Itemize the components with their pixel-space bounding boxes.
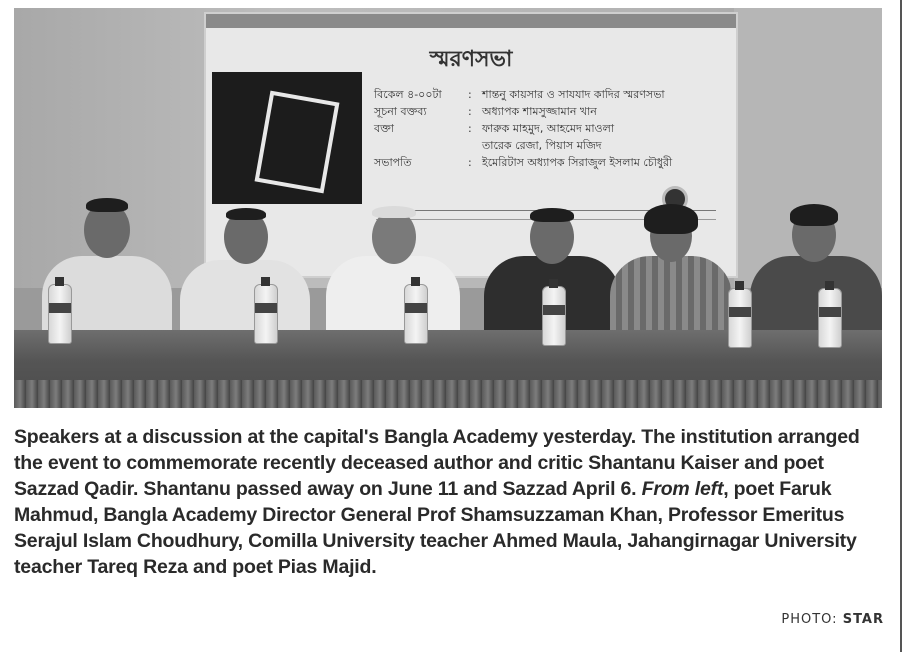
speaker-body	[750, 256, 882, 338]
programme-row	[374, 154, 714, 171]
programme-label: বক্তা	[374, 122, 394, 135]
speaker-hair	[644, 204, 698, 234]
speaker-3	[326, 206, 460, 338]
programme-label: সভাপতি	[374, 156, 412, 169]
water-bottle	[818, 288, 842, 348]
speaker-hair	[226, 208, 266, 220]
speaker-body	[610, 256, 732, 338]
programme-value: ফারুক মাহমুদ, আহমেদ মাওলা	[482, 122, 615, 135]
programme-row	[374, 103, 714, 120]
programme-colon: :	[468, 105, 472, 118]
banner-title: স্মরণসভা	[429, 47, 513, 72]
speaker-body	[180, 260, 310, 338]
column-rule	[900, 0, 902, 652]
programme-colon: :	[468, 88, 472, 101]
photo-caption	[14, 424, 886, 580]
speaker-6	[750, 204, 882, 338]
table-skirt	[14, 380, 882, 408]
speaker-2	[180, 208, 310, 338]
programme-value: তারেক রেজা, পিয়াস মজিদ	[482, 139, 602, 152]
water-bottle	[728, 288, 752, 348]
programme-colon: :	[468, 122, 472, 135]
water-bottle	[48, 284, 72, 344]
speaker-hair	[790, 204, 838, 226]
caption-text-rest: , poet Faruk Mahmud, Bangla Academy Director General Prof Shamsuzzaman Khan, Professor Emeritus Serajul Islam Choudhury, Comilla University teacher Ahmed Maula, Jahangirnagar University teacher Tareq Reza and poet Pias Majid.	[14, 478, 857, 578]
speaker-hair	[372, 206, 416, 218]
water-bottle	[404, 284, 428, 344]
programme-value: শান্তনু কায়সার ও সাযযাদ কাদির স্মরণসভা	[482, 88, 665, 101]
speaker-hair	[86, 198, 128, 212]
programme-row	[374, 120, 714, 137]
programme-row	[374, 137, 714, 154]
photo-credit	[781, 612, 884, 627]
credit-prefix: PHOTO:	[781, 612, 838, 627]
caption-text: Speakers at a discussion at the capital's Bangla Academy yesterday. The institution arranged the event to commemorate recently deceased author and critic Shantanu Kaiser and poet Sazzad Qadir. Shantanu passed away on June 11 and Sazzad April 6.	[14, 426, 860, 500]
programme-label: বিকেল ৪-০০টা	[374, 88, 442, 101]
water-bottle	[542, 286, 566, 346]
programme-value: অধ্যাপক শামসুজ্জামান খান	[482, 105, 597, 118]
caption-italic: From left	[641, 478, 724, 500]
speaker-hair	[530, 208, 574, 222]
banner-top-strip	[206, 14, 736, 28]
banner-frame-graphic	[255, 91, 340, 194]
credit-source: STAR	[842, 612, 884, 627]
programme-label	[374, 137, 468, 154]
programme-colon: :	[468, 156, 472, 169]
speaker-body	[326, 256, 460, 338]
news-photo	[14, 8, 882, 408]
speaker-head	[372, 210, 416, 264]
banner-artwork	[212, 72, 362, 204]
programme-row	[374, 86, 714, 103]
water-bottle	[254, 284, 278, 344]
banner-programme	[374, 86, 714, 171]
programme-colon	[468, 137, 482, 154]
programme-label: সূচনা বক্তব্য	[374, 105, 427, 118]
speaker-5	[610, 204, 732, 338]
programme-value: ইমেরিটাস অধ্যাপক সিরাজুল ইসলাম চৌধুরী	[482, 156, 673, 169]
